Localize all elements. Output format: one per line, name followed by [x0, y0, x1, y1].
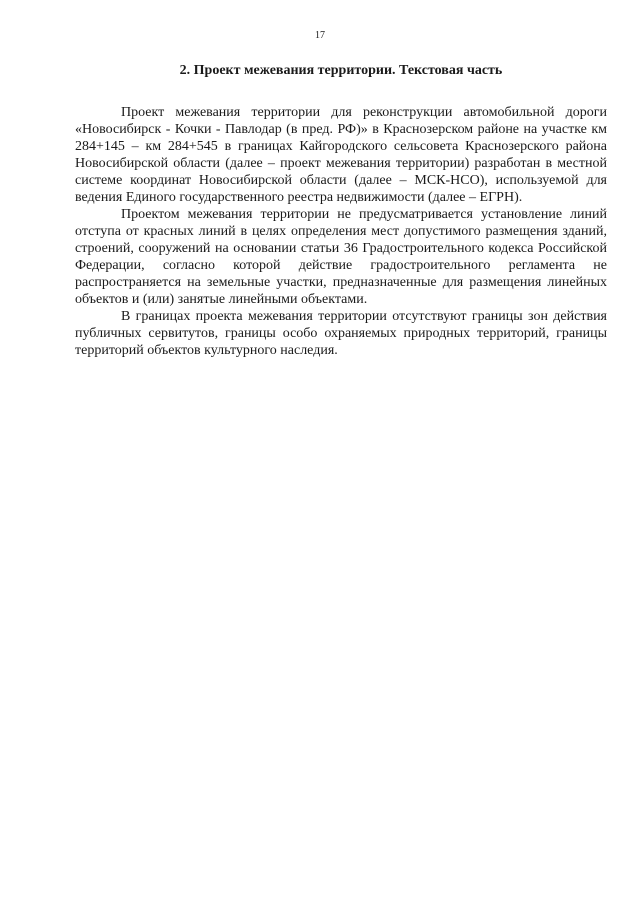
section-title: 2. Проект межевания территории. Текстовая часть [179, 63, 503, 78]
paragraph-coordinate-system: Проект межевания территории для реконструкции автомобильной дороги «Новосибирск - Кочки - Павлодар (в пред. РФ)» в Краснозерском районе на участке км 284+145 – км 284+545 в границах Кайгородского сельсовета Краснозерского района Новосибирской области (далее – проект межевания территории) разработан в местной системе координат Новосибирской области (далее – МСК-НСО), используемой для ведения Единого государственного реестра недвижимости (далее – ЕГРН). [75, 105, 607, 205]
page-number: 17 [315, 30, 325, 41]
paragraph-red-lines: Проектом межевания территории не предусматривается установление линий отступа от красных линий в целях определения мест допустимого размещения зданий, строений, сооружений на основании статьи 36 Градостроительного кодекса Российской Федерации, согласно которой действие градостроительного регламента не распространяется на земельные участки, предназначенные для размещения линейных объектов и (или) занятые линейными объектами. [75, 207, 607, 307]
paragraph-zone-boundaries: В границах проекта межевания территории отсутствуют границы зон действия публичных сервитутов, границы особо охраняемых природных территорий, границы территорий объектов культурного наследия. [75, 309, 607, 358]
page-content [75, 62, 607, 359]
